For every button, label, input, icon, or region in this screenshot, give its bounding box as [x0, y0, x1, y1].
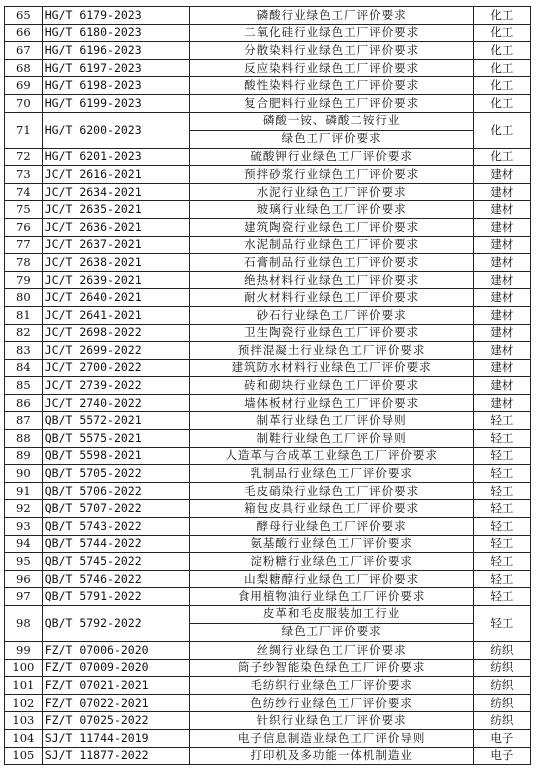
standard-name: 箱包皮具行业绿色工厂评价要求 — [190, 500, 473, 518]
industry: 化工 — [473, 94, 530, 112]
industry: 建材 — [473, 377, 530, 395]
standard-name: 电子信息制造业绿色工厂评价导则 — [190, 729, 473, 747]
table-row — [5, 24, 531, 42]
standard-code: HG/T 6180-2023 — [42, 24, 190, 42]
standard-name: 玻璃行业绿色工厂评价要求 — [190, 201, 473, 219]
industry: 轻工 — [473, 447, 530, 465]
standard-name: 预拌混凝土行业绿色工厂评价要求 — [190, 342, 473, 360]
standard-name — [190, 606, 473, 642]
row-number: 88 — [5, 430, 43, 448]
standard-name: 建筑陶瓷行业绿色工厂评价要求 — [190, 218, 473, 236]
standard-name: 硫酸钾行业绿色工厂评价要求 — [190, 148, 473, 166]
industry: 建材 — [473, 183, 530, 201]
standard-name: 淀粉糖行业绿色工厂评价要求 — [190, 553, 473, 571]
table-row — [5, 694, 531, 712]
row-number: 95 — [5, 553, 43, 571]
standard-name: 人造革与合成革工业绿色工厂评价要求 — [190, 447, 473, 465]
standard-name: 针织行业绿色工厂评价要求 — [190, 712, 473, 730]
table-row — [5, 642, 531, 660]
standard-code: QB/T 5575-2021 — [42, 430, 190, 448]
standard-name: 毛皮硝染行业绿色工厂评价要求 — [190, 482, 473, 500]
table-row — [5, 394, 531, 412]
row-number: 70 — [5, 94, 43, 112]
row-number: 102 — [5, 694, 43, 712]
table-row — [5, 201, 531, 219]
row-number: 74 — [5, 183, 43, 201]
industry: 化工 — [473, 7, 530, 25]
industry: 建材 — [473, 236, 530, 254]
industry: 轻工 — [473, 412, 530, 430]
standard-code: HG/T 6200-2023 — [42, 112, 190, 148]
standard-code: SJ/T 11744-2019 — [42, 729, 190, 747]
industry: 化工 — [473, 148, 530, 166]
standard-code: JC/T 2639-2021 — [42, 271, 190, 289]
table-row — [5, 412, 531, 430]
standard-name: 砂石行业绿色工厂评价要求 — [190, 306, 473, 324]
standard-name: 复合肥料行业绿色工厂评价要求 — [190, 94, 473, 112]
standard-name: 氨基酸行业绿色工厂评价要求 — [190, 535, 473, 553]
industry: 电子 — [473, 747, 530, 765]
standard-name: 分散染料行业绿色工厂评价要求 — [190, 42, 473, 60]
standard-code: QB/T 5705-2022 — [42, 465, 190, 483]
industry: 建材 — [473, 271, 530, 289]
standard-code: FZ/T 07021-2021 — [42, 677, 190, 695]
standard-code: FZ/T 07025-2022 — [42, 712, 190, 730]
standard-code: JC/T 2740-2022 — [42, 394, 190, 412]
standard-name: 绝热材料行业绿色工厂评价要求 — [190, 271, 473, 289]
table-row — [5, 271, 531, 289]
standard-name: 耐火材料行业绿色工厂评价要求 — [190, 289, 473, 307]
row-number: 81 — [5, 306, 43, 324]
row-number: 68 — [5, 59, 43, 77]
standard-code: HG/T 6198-2023 — [42, 77, 190, 95]
standard-name: 色纺纱行业绿色工厂评价要求 — [190, 694, 473, 712]
standard-name: 水泥制品行业绿色工厂评价要求 — [190, 236, 473, 254]
row-number: 92 — [5, 500, 43, 518]
standard-code: QB/T 5572-2021 — [42, 412, 190, 430]
row-number: 97 — [5, 588, 43, 606]
standard-code: QB/T 5746-2022 — [42, 570, 190, 588]
row-number: 86 — [5, 394, 43, 412]
table-row — [5, 42, 531, 60]
standard-code: JC/T 2698-2022 — [42, 324, 190, 342]
standard-name-line-1: 磷酸一铵、磷酸二铵行业 — [190, 113, 473, 131]
table-row — [5, 342, 531, 360]
row-number: 79 — [5, 271, 43, 289]
industry: 轻工 — [473, 482, 530, 500]
standard-name: 制鞋行业绿色工厂评价导则 — [190, 430, 473, 448]
row-number: 105 — [5, 747, 43, 765]
standard-name — [190, 112, 473, 148]
standard-code: HG/T 6196-2023 — [42, 42, 190, 60]
standard-code: FZ/T 07022-2021 — [42, 694, 190, 712]
standard-name: 卫生陶瓷行业绿色工厂评价要求 — [190, 324, 473, 342]
standards-table-body — [5, 7, 531, 765]
standard-name: 酸性染料行业绿色工厂评价要求 — [190, 77, 473, 95]
industry: 轻工 — [473, 570, 530, 588]
standard-name-line-1: 皮革和毛皮服装加工行业 — [190, 606, 473, 624]
standard-code: QB/T 5598-2021 — [42, 447, 190, 465]
standard-name: 山梨糖醇行业绿色工厂评价要求 — [190, 570, 473, 588]
industry: 建材 — [473, 342, 530, 360]
standard-name-line-2: 绿色工厂评价要求 — [281, 130, 382, 145]
row-number: 73 — [5, 166, 43, 184]
industry: 化工 — [473, 24, 530, 42]
row-number: 83 — [5, 342, 43, 360]
standard-code: JC/T 2616-2021 — [42, 166, 190, 184]
standards-table — [4, 6, 531, 765]
table-row — [5, 254, 531, 272]
row-number: 66 — [5, 24, 43, 42]
row-number: 93 — [5, 518, 43, 536]
industry: 化工 — [473, 42, 530, 60]
industry: 轻工 — [473, 535, 530, 553]
industry: 建材 — [473, 218, 530, 236]
standard-code: JC/T 2634-2021 — [42, 183, 190, 201]
row-number: 91 — [5, 482, 43, 500]
table-row — [5, 236, 531, 254]
standard-code: HG/T 6201-2023 — [42, 148, 190, 166]
industry: 纺织 — [473, 712, 530, 730]
table-row — [5, 606, 531, 642]
table-row — [5, 712, 531, 730]
standard-code: FZ/T 07009-2020 — [42, 659, 190, 677]
table-row — [5, 588, 531, 606]
industry: 纺织 — [473, 659, 530, 677]
industry: 轻工 — [473, 606, 530, 642]
industry: 建材 — [473, 306, 530, 324]
row-number: 104 — [5, 729, 43, 747]
row-number: 72 — [5, 148, 43, 166]
table-row — [5, 430, 531, 448]
row-number: 96 — [5, 570, 43, 588]
table-row — [5, 59, 531, 77]
table-row — [5, 324, 531, 342]
row-number: 98 — [5, 606, 43, 642]
standard-code: QB/T 5791-2022 — [42, 588, 190, 606]
standard-name: 打印机及多功能一体机制造业 — [190, 747, 473, 765]
table-row — [5, 570, 531, 588]
row-number: 82 — [5, 324, 43, 342]
table-row — [5, 359, 531, 377]
industry: 电子 — [473, 729, 530, 747]
standard-name: 石膏制品行业绿色工厂评价要求 — [190, 254, 473, 272]
row-number: 84 — [5, 359, 43, 377]
industry: 纺织 — [473, 694, 530, 712]
standard-name: 磷酸行业绿色工厂评价要求 — [190, 7, 473, 25]
table-row — [5, 112, 531, 148]
standard-code: JC/T 2638-2021 — [42, 254, 190, 272]
row-number: 71 — [5, 112, 43, 148]
row-number: 65 — [5, 7, 43, 25]
table-row — [5, 148, 531, 166]
row-number: 87 — [5, 412, 43, 430]
row-number: 69 — [5, 77, 43, 95]
industry: 轻工 — [473, 430, 530, 448]
table-row — [5, 553, 531, 571]
standard-code: JC/T 2699-2022 — [42, 342, 190, 360]
table-row — [5, 377, 531, 395]
table-row — [5, 306, 531, 324]
table-row — [5, 535, 531, 553]
standard-code: JC/T 2641-2021 — [42, 306, 190, 324]
table-row — [5, 77, 531, 95]
table-row — [5, 729, 531, 747]
industry: 建材 — [473, 289, 530, 307]
standard-code: QB/T 5744-2022 — [42, 535, 190, 553]
industry: 建材 — [473, 394, 530, 412]
standard-name: 砖和砌块行业绿色工厂评价要求 — [190, 377, 473, 395]
standard-code: JC/T 2635-2021 — [42, 201, 190, 219]
row-number: 80 — [5, 289, 43, 307]
standard-name: 水泥行业绿色工厂评价要求 — [190, 183, 473, 201]
row-number: 99 — [5, 642, 43, 660]
industry: 建材 — [473, 166, 530, 184]
table-row — [5, 500, 531, 518]
standard-code: JC/T 2640-2021 — [42, 289, 190, 307]
table-row — [5, 183, 531, 201]
standard-name: 食用植物油行业绿色工厂评价要求 — [190, 588, 473, 606]
row-number: 89 — [5, 447, 43, 465]
standard-code: JC/T 2700-2022 — [42, 359, 190, 377]
standard-code: JC/T 2636-2021 — [42, 218, 190, 236]
standard-code: QB/T 5706-2022 — [42, 482, 190, 500]
row-number: 94 — [5, 535, 43, 553]
standard-name-line-2: 绿色工厂评价要求 — [281, 624, 382, 638]
industry: 轻工 — [473, 588, 530, 606]
standard-code: FZ/T 07006-2020 — [42, 642, 190, 660]
table-row — [5, 289, 531, 307]
standard-name: 毛纺织行业绿色工厂评价要求 — [190, 677, 473, 695]
table-row — [5, 218, 531, 236]
row-number: 76 — [5, 218, 43, 236]
standard-name: 筒子纱智能染色绿色工厂评价要求 — [190, 659, 473, 677]
industry: 化工 — [473, 77, 530, 95]
standard-code: JC/T 2739-2022 — [42, 377, 190, 395]
table-row — [5, 7, 531, 25]
standard-code: HG/T 6197-2023 — [42, 59, 190, 77]
industry: 化工 — [473, 112, 530, 148]
table-row — [5, 465, 531, 483]
industry: 纺织 — [473, 677, 530, 695]
table-row — [5, 94, 531, 112]
industry: 轻工 — [473, 500, 530, 518]
standard-code: SJ/T 11877-2022 — [42, 747, 190, 765]
industry: 纺织 — [473, 642, 530, 660]
standard-name: 丝绸行业绿色工厂评价要求 — [190, 642, 473, 660]
standard-code: QB/T 5743-2022 — [42, 518, 190, 536]
standard-name: 二氧化硅行业绿色工厂评价要求 — [190, 24, 473, 42]
industry: 建材 — [473, 359, 530, 377]
standard-name: 制革行业绿色工厂评价导则 — [190, 412, 473, 430]
industry: 轻工 — [473, 553, 530, 571]
row-number: 78 — [5, 254, 43, 272]
table-row — [5, 747, 531, 765]
standard-code: QB/T 5707-2022 — [42, 500, 190, 518]
table-row — [5, 659, 531, 677]
standard-name: 墙体板材行业绿色工厂评价要求 — [190, 394, 473, 412]
table-row — [5, 447, 531, 465]
standard-code: HG/T 6199-2023 — [42, 94, 190, 112]
industry: 轻工 — [473, 518, 530, 536]
row-number: 77 — [5, 236, 43, 254]
row-number: 85 — [5, 377, 43, 395]
row-number: 67 — [5, 42, 43, 60]
industry: 建材 — [473, 201, 530, 219]
industry: 轻工 — [473, 465, 530, 483]
row-number: 103 — [5, 712, 43, 730]
standard-code: JC/T 2637-2021 — [42, 236, 190, 254]
table-row — [5, 518, 531, 536]
row-number: 100 — [5, 659, 43, 677]
industry: 建材 — [473, 254, 530, 272]
row-number: 90 — [5, 465, 43, 483]
standard-code: QB/T 5745-2022 — [42, 553, 190, 571]
table-row — [5, 482, 531, 500]
industry: 建材 — [473, 324, 530, 342]
standard-name: 酵母行业绿色工厂评价要求 — [190, 518, 473, 536]
standard-name: 反应染料行业绿色工厂评价要求 — [190, 59, 473, 77]
standard-code: QB/T 5792-2022 — [42, 606, 190, 642]
row-number: 75 — [5, 201, 43, 219]
industry: 化工 — [473, 59, 530, 77]
standard-name: 预拌砂浆行业绿色工厂评价要求 — [190, 166, 473, 184]
table-row — [5, 166, 531, 184]
standard-code: HG/T 6179-2023 — [42, 7, 190, 25]
standard-name: 乳制品行业绿色工厂评价要求 — [190, 465, 473, 483]
row-number: 101 — [5, 677, 43, 695]
table-row — [5, 677, 531, 695]
standard-name: 建筑防水材料行业绿色工厂评价要求 — [190, 359, 473, 377]
